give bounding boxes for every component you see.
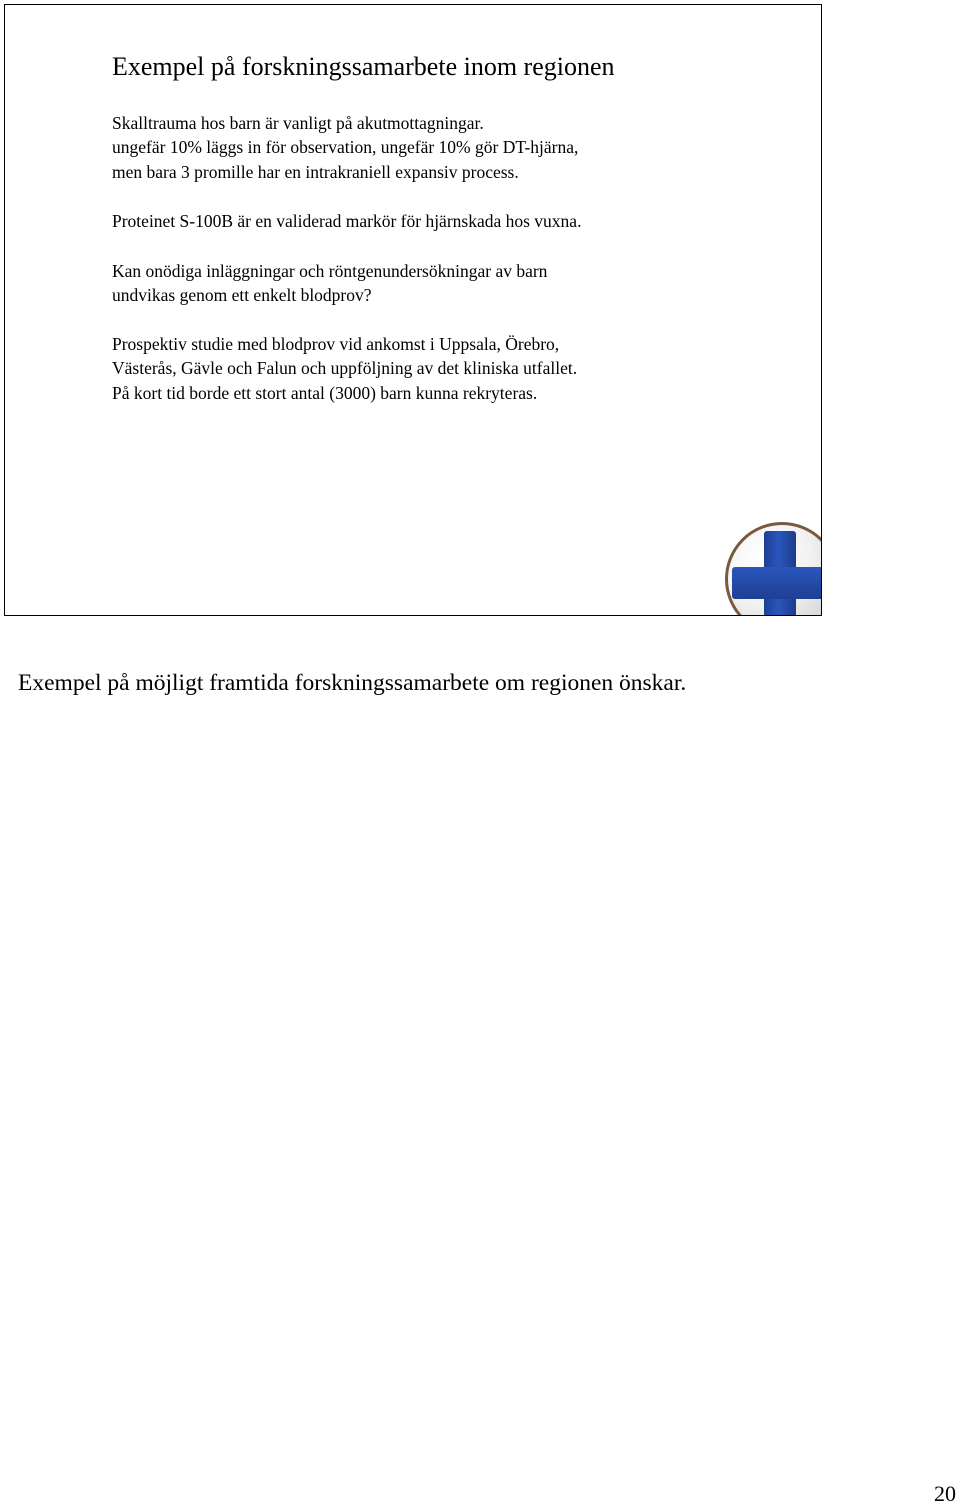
paragraph-line: undvikas genom ett enkelt blodprov? — [112, 285, 372, 306]
paragraph-line: Skalltrauma hos barn är vanligt på akutmottagningar. — [112, 113, 484, 133]
page-number: 20 — [934, 1481, 956, 1506]
paragraph-line: Proteinet S-100B är en validerad markör för hjärnskada hos vuxna. — [112, 211, 582, 231]
slide-caption: Exempel på möjligt framtida forskningssamarbete om regionen önskar. — [18, 670, 687, 696]
slide-paragraph — [112, 209, 581, 233]
paragraph-line: På kort tid borde ett stort antal (3000) barn kunna rekryteras. — [112, 382, 538, 403]
slide-frame — [4, 4, 822, 616]
paragraph-line: Västerås, Gävle och Falun och uppföljning av det kliniska utfallet. — [112, 358, 578, 379]
slide-paragraph — [112, 111, 578, 184]
paragraph-line: Prospektiv studie med blodprov vid ankomst i Uppsala, Örebro, — [112, 334, 560, 354]
slide-paragraph — [112, 259, 547, 308]
paragraph-line: ungefär 10% läggs in för observation, ungefär 10% gör DT-hjärna, — [112, 137, 579, 158]
slide-title: Exempel på forskningssamarbete inom regionen — [112, 52, 615, 81]
paragraph-line: men bara 3 promille har en intrakraniell expansiv process. — [112, 161, 519, 182]
paragraph-line: Kan onödiga inläggningar och röntgenundersökningar av barn — [112, 261, 548, 281]
slide-paragraph — [112, 332, 577, 405]
cross-horizontal-bar — [732, 567, 822, 599]
blue-cross-emblem-icon — [725, 522, 822, 616]
